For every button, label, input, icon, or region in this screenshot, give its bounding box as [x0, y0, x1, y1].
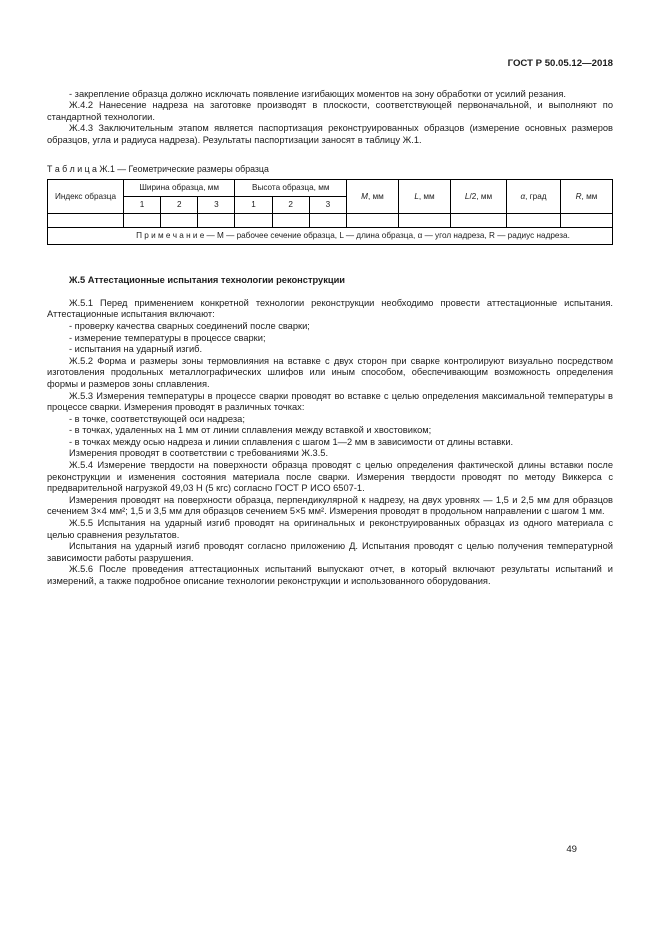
col-header-r [561, 180, 613, 214]
var-l: L [414, 191, 419, 201]
subcol-header: 1 [124, 197, 161, 214]
section-heading: Ж.5 Аттестационные испытания технологии реконструкции [69, 275, 346, 286]
paragraph: Измерения проводят в соответствии с требованиями Ж.3.5. [69, 448, 329, 459]
doc-number: ГОСТ Р 50.05.12—2018 [507, 58, 613, 69]
table-cell-empty [235, 214, 272, 228]
unit-l2: /2, мм [469, 191, 493, 201]
paragraph: Испытания на ударный изгиб проводят согласно приложению Д. Испытания проводят с целью получения температурной зависимости работы разрушения. [47, 541, 613, 563]
unit-l: , мм [418, 191, 435, 201]
unit-r: , мм [581, 191, 598, 201]
table-cell-empty [561, 214, 613, 228]
table-cell-empty [161, 214, 198, 228]
table-note-row [48, 228, 613, 245]
geometry-table [47, 179, 613, 245]
col-header-l [399, 180, 451, 214]
table-row [48, 214, 613, 228]
subcol-header: 3 [309, 197, 346, 214]
paragraph: Ж.5.5 Испытания на ударный изгиб проводят на оригинальных и реконструированных образцах из одного материала с целью сравнения результатов. [47, 518, 613, 540]
paragraph: Ж.5.4 Измерение твердости на поверхности образца проводят с целью определения фактической длины вставки после реконструкции и изменения состояния материала после сварки. Измерения твердости проводят по методу Виккерса с предварительной нагрузкой 49,03 Н (5 кгс) согласно ГОСТ Р ИСО 6507-1. [47, 460, 613, 494]
subcol-header: 3 [198, 197, 235, 214]
paragraph: Ж.4.3 Заключительным этапом является паспортизация реконструированных образцов (измерение основных размеров образцов, угла и радиуса надреза). Результаты паспортизации заносят в таблицу Ж.1. [47, 123, 613, 145]
paragraph: - закрепление образца должно исключать появление изгибающих моментов на зону обработки от усилий резания. [69, 88, 566, 99]
table-cell-empty [347, 214, 399, 228]
page-content [47, 58, 613, 588]
table-cell-empty [507, 214, 561, 228]
unit-m: , мм [368, 191, 384, 201]
col-header-width-group: Ширина образца, мм [124, 180, 235, 197]
table-cell-empty [451, 214, 507, 228]
subcol-header: 2 [272, 197, 309, 214]
subcol-header: 2 [161, 197, 198, 214]
paragraph: Ж.5.6 После проведения аттестационных испытаний выпускают отчет, в который включают результаты испытаний и измерений, а также подробное описание технологии реконструкции и использованного оборудования. [47, 564, 613, 586]
var-alpha: α [520, 191, 526, 201]
table-header-row [48, 180, 613, 197]
list-item: - проверку качества сварных соединений после сварки; [69, 320, 310, 331]
col-header-index: Индекс образца [48, 180, 124, 214]
unit-alpha: , град [525, 191, 547, 201]
col-header-m [347, 180, 399, 214]
table-cell-empty [124, 214, 161, 228]
col-header-alpha [507, 180, 561, 214]
list-item: - измерение температуры в процессе сварки; [69, 332, 266, 343]
paragraph: Ж.5.3 Измерения температуры в процессе сварки проводят во вставке с целью определения максимальной температуры в процессе сварки. Измерения проводят в различных точках: [47, 390, 613, 413]
page-number: 49 [566, 844, 577, 855]
table-caption: Т а б л и ц а Ж.1 — Геометрические размеры образца [47, 163, 269, 174]
table-cell-empty [309, 214, 346, 228]
paragraph: Ж.4.2 Нанесение надреза на заготовке производят в плоскости, соответствующей первоначальной, и выполняют по стандартной технологии. [47, 100, 613, 122]
paragraph: Ж.5.1 Перед применением конкретной технологии реконструкции необходимо провести аттестационные испытания. Аттестационные испытания включают: [47, 297, 613, 320]
list-item: - в точке, соответствующей оси надреза; [69, 413, 245, 424]
list-item: - в точках между осью надреза и линии сплавления с шагом 1—2 мм в зависимости от длины вставки. [69, 436, 514, 447]
var-l2: L [464, 191, 470, 201]
table-cell-empty [272, 214, 309, 228]
table-note [48, 228, 613, 245]
col-header-l2 [451, 180, 507, 214]
paragraph: Измерения проводят на поверхности образца, перпендикулярной к надрезу, на двух уровнях — 1,5 и 2,5 мм для образцов сечением 3×4 мм²; 1,5 и 3,5 мм для образцов сечением 5×5 мм². Измерения проводят в продольном направлении с шагом 1 мм. [47, 494, 613, 517]
var-m: M [361, 191, 368, 201]
note-label: П р и м е ч а н и е [136, 231, 205, 241]
table-cell-empty [198, 214, 235, 228]
table-cell-empty [48, 214, 124, 228]
subcol-header: 1 [235, 197, 272, 214]
table-cell-empty [399, 214, 451, 228]
paragraph: Ж.5.2 Форма и размеры зоны термовлияния на вставке с двух сторон при сварке контролируют визуально посредством изготовления продольных металлографических шлифов или иным способом, обеспечивающим возможность определения формы и размеров зоны сплавления. [47, 355, 613, 389]
col-header-height-group: Высота образца, мм [235, 180, 347, 197]
list-item: - испытания на ударный изгиб. [69, 344, 203, 355]
var-r: R [575, 191, 582, 201]
note-text: — M — рабочее сечение образца, L — длина образца, α — угол надреза, R — радиус надреза. [204, 231, 570, 241]
list-item: - в точках, удаленных на 1 мм от линии сплавления между вставкой и хвостовиком; [69, 425, 432, 436]
